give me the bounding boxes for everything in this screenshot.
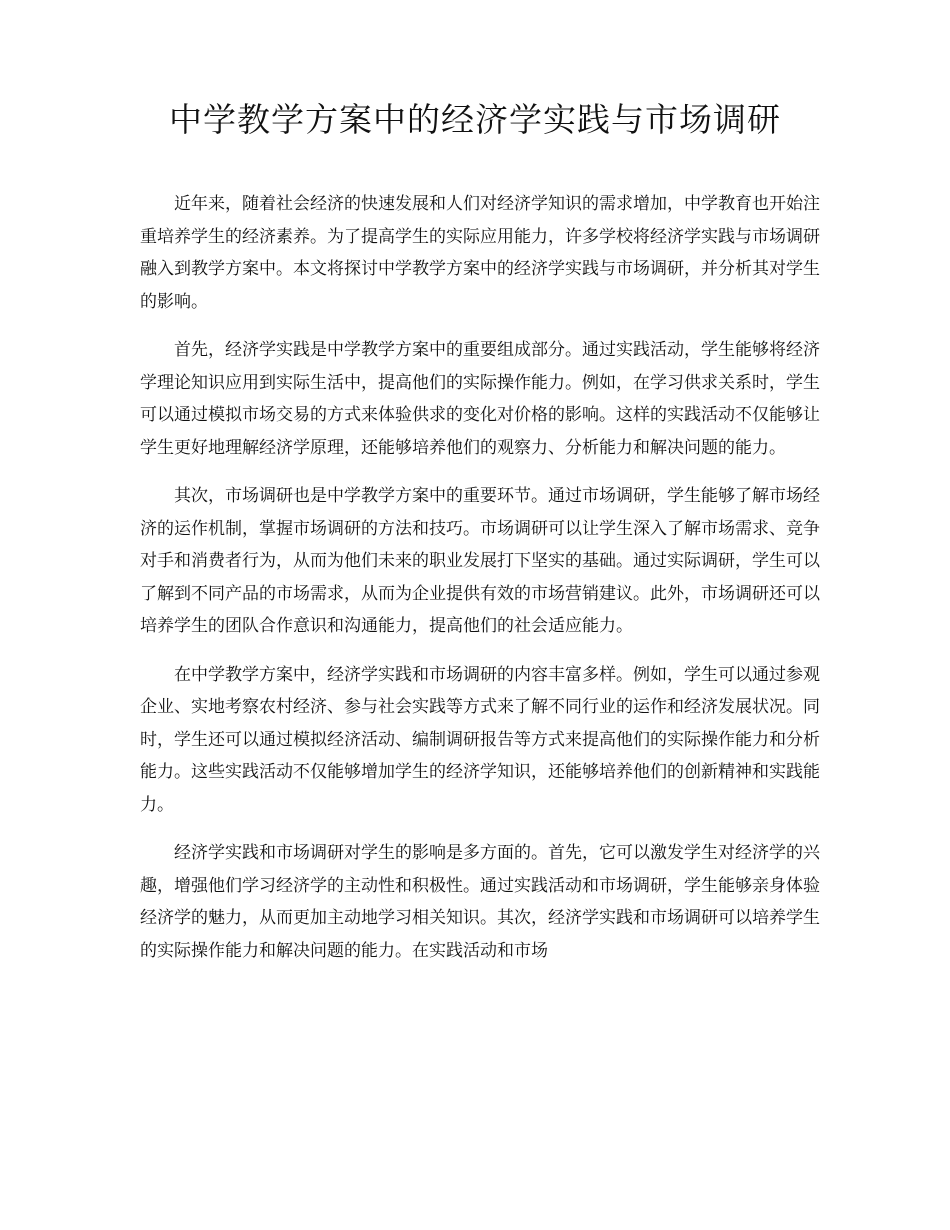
paragraph-student-impact: 经济学实践和市场调研对学生的影响是多方面的。首先，它可以激发学生对经济学的兴趣，增强他们学习经济学的主动性和积极性。通过实践活动和市场调研，学生能够亲身体验经济学的魅力，从而更加主动地学习相关知识。其次，经济学实践和市场调研可以培养学生的实际操作能力和解决问题的能力。在实践活动和市场 — [140, 843, 820, 961]
paragraph-market-research: 其次，市场调研也是中学教学方案中的重要环节。通过市场调研，学生能够了解市场经济的运作机制，掌握市场调研的方法和技巧。市场调研可以让学生深入了解市场需求、竞争对手和消费者行为，从而为他们未来的职业发展打下坚实的基础。通过实际调研，学生可以了解到不同产品的市场需求，从而为企业提供有效的市场营销建议。此外，市场调研还可以培养学生的团队合作意识和沟通能力，提高他们的社会适应能力。 — [140, 486, 820, 636]
paragraph-content-variety: 在中学教学方案中，经济学实践和市场调研的内容丰富多样。例如，学生可以通过参观企业、实地考察农村经济、参与社会实践等方式来了解不同行业的运作和经济发展状况。同时，学生还可以通过模拟经济活动、编制调研报告等方式来提高他们的实际操作能力和分析能力。这些实践活动不仅能够增加学生的经济学知识，还能够培养他们的创新精神和实践能力。 — [140, 664, 820, 815]
paragraph-economic-practice: 首先，经济学实践是中学教学方案中的重要组成部分。通过实践活动，学生能够将经济学理论知识应用到实际生活中，提高他们的实际操作能力。例如，在学习供求关系时，学生可以通过模拟市场交易的方式来体验供求的变化对价格的影响。这样的实践活动不仅能够让学生更好地理解经济学原理，还能够培养他们的观察力、分析能力和解决问题的能力。 — [140, 340, 820, 458]
document-title: 中学教学方案中的经济学实践与市场调研 — [169, 100, 781, 139]
document-body — [140, 188, 820, 983]
paragraph-intro: 近年来，随着社会经济的快速发展和人们对经济学知识的需求增加，中学教育也开始注重培养学生的经济素养。为了提高学生的实际应用能力，许多学校将经济学实践与市场调研融入到教学方案中。本文将探讨中学教学方案中的经济学实践与市场调研，并分析其对学生的影响。 — [140, 194, 820, 312]
